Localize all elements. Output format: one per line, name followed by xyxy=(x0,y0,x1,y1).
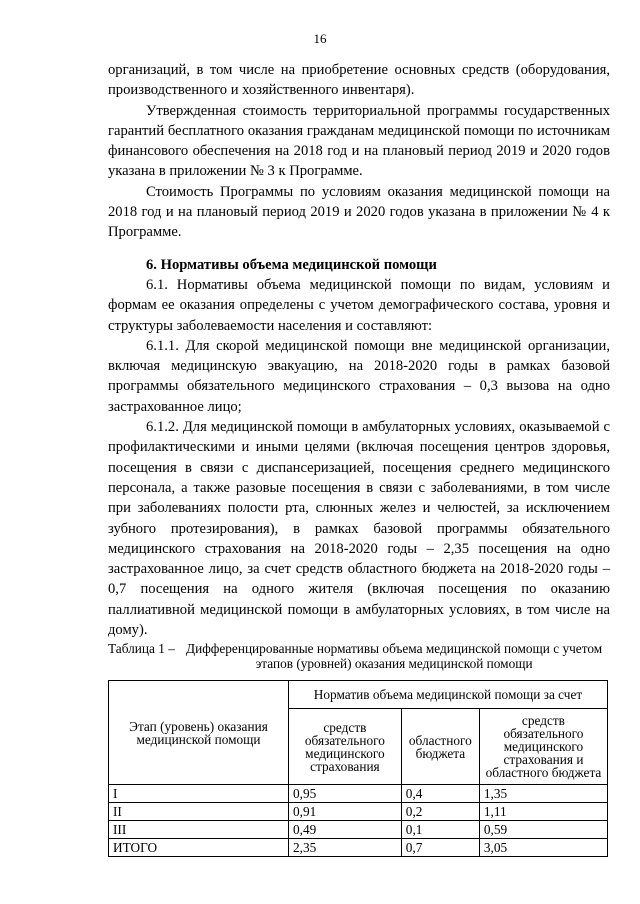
cell-stage: ИТОГО xyxy=(109,839,289,857)
paragraph: 6.1.1. Для скорой медицинской помощи вне медицинской организации, включая медицинскую эвакуацию, на 2018-2020 годы в рамках базовой программы обязательного медицинского страхования – 0,3 вызова на одно застрахованное лицо; xyxy=(108,337,610,415)
cell-total: 1,35 xyxy=(479,785,607,803)
table-caption xyxy=(108,641,610,671)
cell-budget: 0,2 xyxy=(401,803,479,821)
header-oms: средств обязательного медицинского страхования xyxy=(289,709,402,785)
table-row-total xyxy=(109,839,608,857)
paragraph: Утвержденная стоимость территориальной программы государственных гарантий бесплатного оказания гражданам медицинской помощи по источникам финансового обеспечения на 2018 год и на плановый период 2019 и 2020 годов указана в приложении № 3 к Программе. xyxy=(108,102,610,180)
table-caption-text: Дифференцированные нормативы объема медицинской помощи с учетом этапов (уровней) оказания медицинской помощи xyxy=(186,641,603,672)
header-total: средств обязательного медицинского страхования и областного бюджета xyxy=(479,709,607,785)
cell-total: 1,11 xyxy=(479,803,607,821)
cell-total: 3,05 xyxy=(479,839,607,857)
paragraph: 6.1. Нормативы объема медицинской помощи по видам, условиям и формам ее оказания определены с учетом демографического состава, уровня и структуры заболеваемости населения и составляют: xyxy=(108,276,610,334)
cell-stage: III xyxy=(109,821,289,839)
cell-budget: 0,7 xyxy=(401,839,479,857)
paragraph: Стоимость Программы по условиям оказания медицинской помощи на 2018 год и на плановый период 2019 и 2020 годов указана в приложении № 4 к Программе. xyxy=(108,183,610,241)
header-group: Норматив объема медицинской помощи за счет xyxy=(289,681,608,709)
table-row xyxy=(109,821,608,839)
document-body xyxy=(108,60,610,857)
cell-oms: 0,95 xyxy=(289,785,402,803)
table-caption-label: Таблица 1 – xyxy=(108,641,179,657)
cell-oms: 0,91 xyxy=(289,803,402,821)
paragraph: 6.1.2. Для медицинской помощи в амбулаторных условиях, оказываемой с профилактическими и иными целями (включая посещения центров здоровья, посещения в связи с диспансеризацией, посещения среднего медицинского персонала, а также разовые посещения в связи с заболеваниями, в том числе при заболеваниях полости рта, слюнных желез и челюстей, за исключением зубного протезирования), в рамках базовой программы обязательного медицинского страхования на 2018-2020 годы – 2,35 посещения на одно застрахованное лицо, за счет средств областного бюджета на 2018-2020 годы – 0,7 посещения на одного жителя (включая посещения по оказанию паллиативной медицинской помощи в амбулаторных условиях, в том числе на дому). xyxy=(108,419,610,639)
cell-stage: I xyxy=(109,785,289,803)
section-heading: 6. Нормативы объема медицинской помощи xyxy=(146,256,437,273)
cell-oms: 0,49 xyxy=(289,821,402,839)
header-stage: Этап (уровень) оказания медицинской помощи xyxy=(109,681,289,785)
paragraph: организаций, в том числе на приобретение основных средств (оборудования, производственного и хозяйственного инвентаря). xyxy=(108,62,610,99)
page-number: 16 xyxy=(313,31,327,46)
table-row xyxy=(109,803,608,821)
norms-table xyxy=(108,680,608,857)
cell-budget: 0,4 xyxy=(401,785,479,803)
cell-budget: 0,1 xyxy=(401,821,479,839)
cell-stage: II xyxy=(109,803,289,821)
header-budget: областного бюджета xyxy=(401,709,479,785)
cell-oms: 2,35 xyxy=(289,839,402,857)
table-row xyxy=(109,785,608,803)
cell-total: 0,59 xyxy=(479,821,607,839)
